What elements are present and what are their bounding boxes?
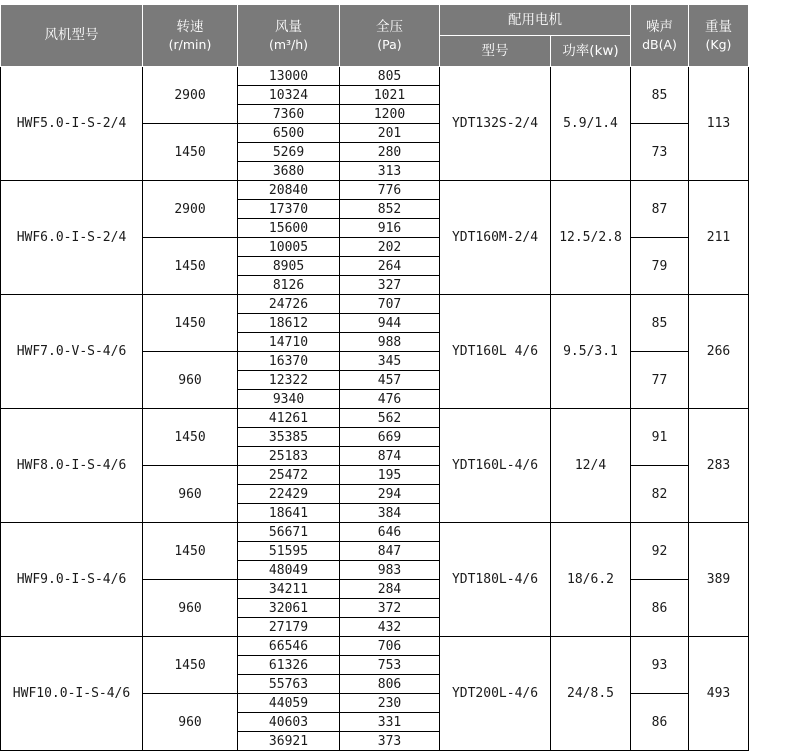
- motor-power-cell: 9.5/3.1: [551, 295, 631, 409]
- speed-cell: 2900: [143, 181, 238, 238]
- airflow-cell: 8905: [238, 257, 340, 276]
- pressure-cell: 476: [340, 390, 440, 409]
- airflow-cell: 44059: [238, 694, 340, 713]
- airflow-cell: 56671: [238, 523, 340, 542]
- noise-cell: 86: [631, 694, 689, 751]
- weight-cell: 389: [689, 523, 749, 637]
- speed-cell: 960: [143, 466, 238, 523]
- motor-model-cell: YDT200L-4/6: [440, 637, 551, 751]
- airflow-cell: 10324: [238, 86, 340, 105]
- model-cell: HWF10.0-I-S-4/6: [1, 637, 143, 751]
- airflow-cell: 8126: [238, 276, 340, 295]
- noise-cell: 93: [631, 637, 689, 694]
- pressure-cell: 230: [340, 694, 440, 713]
- header-motor-power: 功率(kw): [551, 36, 631, 67]
- model-cell: HWF7.0-V-S-4/6: [1, 295, 143, 409]
- header-noise: 噪声 dB(A): [631, 5, 689, 67]
- pressure-cell: 776: [340, 181, 440, 200]
- motor-model-cell: YDT160M-2/4: [440, 181, 551, 295]
- speed-cell: 1450: [143, 637, 238, 694]
- pressure-cell: 327: [340, 276, 440, 295]
- airflow-cell: 25472: [238, 466, 340, 485]
- header-airflow: 风量 (m³/h): [238, 5, 340, 67]
- header-model: 风机型号: [1, 5, 143, 67]
- airflow-cell: 41261: [238, 409, 340, 428]
- noise-cell: 77: [631, 352, 689, 409]
- model-cell: HWF9.0-I-S-4/6: [1, 523, 143, 637]
- airflow-cell: 36921: [238, 732, 340, 751]
- speed-cell: 1450: [143, 409, 238, 466]
- header-motor: 配用电机: [440, 5, 631, 36]
- weight-cell: 113: [689, 67, 749, 181]
- pressure-cell: 988: [340, 333, 440, 352]
- motor-model-cell: YDT160L 4/6: [440, 295, 551, 409]
- noise-cell: 79: [631, 238, 689, 295]
- table-row: [1, 295, 749, 314]
- weight-cell: 283: [689, 409, 749, 523]
- pressure-cell: 847: [340, 542, 440, 561]
- noise-cell: 85: [631, 295, 689, 352]
- motor-model-cell: YDT160L-4/6: [440, 409, 551, 523]
- speed-cell: 960: [143, 352, 238, 409]
- speed-cell: 1450: [143, 238, 238, 295]
- speed-cell: 1450: [143, 523, 238, 580]
- airflow-cell: 66546: [238, 637, 340, 656]
- noise-cell: 82: [631, 466, 689, 523]
- speed-cell: 960: [143, 694, 238, 751]
- motor-model-cell: YDT180L-4/6: [440, 523, 551, 637]
- pressure-cell: 264: [340, 257, 440, 276]
- pressure-cell: 284: [340, 580, 440, 599]
- airflow-cell: 13000: [238, 67, 340, 86]
- pressure-cell: 372: [340, 599, 440, 618]
- airflow-cell: 51595: [238, 542, 340, 561]
- airflow-cell: 34211: [238, 580, 340, 599]
- pressure-cell: 373: [340, 732, 440, 751]
- pressure-cell: 432: [340, 618, 440, 637]
- pressure-cell: 294: [340, 485, 440, 504]
- pressure-cell: 944: [340, 314, 440, 333]
- pressure-cell: 202: [340, 238, 440, 257]
- airflow-cell: 27179: [238, 618, 340, 637]
- pressure-cell: 280: [340, 143, 440, 162]
- header-speed: 转速 (r/min): [143, 5, 238, 67]
- pressure-cell: 1021: [340, 86, 440, 105]
- motor-power-cell: 12.5/2.8: [551, 181, 631, 295]
- airflow-cell: 24726: [238, 295, 340, 314]
- airflow-cell: 20840: [238, 181, 340, 200]
- motor-power-cell: 5.9/1.4: [551, 67, 631, 181]
- airflow-cell: 48049: [238, 561, 340, 580]
- pressure-cell: 646: [340, 523, 440, 542]
- airflow-cell: 35385: [238, 428, 340, 447]
- airflow-cell: 10005: [238, 238, 340, 257]
- pressure-cell: 707: [340, 295, 440, 314]
- airflow-cell: 9340: [238, 390, 340, 409]
- airflow-cell: 22429: [238, 485, 340, 504]
- pressure-cell: 806: [340, 675, 440, 694]
- motor-power-cell: 18/6.2: [551, 523, 631, 637]
- table-row: [1, 523, 749, 542]
- noise-cell: 73: [631, 124, 689, 181]
- pressure-cell: 562: [340, 409, 440, 428]
- pressure-cell: 201: [340, 124, 440, 143]
- airflow-cell: 5269: [238, 143, 340, 162]
- table-row: [1, 181, 749, 200]
- pressure-cell: 852: [340, 200, 440, 219]
- table-body: [1, 67, 749, 751]
- airflow-cell: 55763: [238, 675, 340, 694]
- pressure-cell: 345: [340, 352, 440, 371]
- noise-cell: 92: [631, 523, 689, 580]
- speed-cell: 1450: [143, 295, 238, 352]
- airflow-cell: 3680: [238, 162, 340, 181]
- table-row: [1, 67, 749, 86]
- pressure-cell: 457: [340, 371, 440, 390]
- pressure-cell: 983: [340, 561, 440, 580]
- model-cell: HWF8.0-I-S-4/6: [1, 409, 143, 523]
- speed-cell: 1450: [143, 124, 238, 181]
- airflow-cell: 16370: [238, 352, 340, 371]
- speed-cell: 2900: [143, 67, 238, 124]
- model-cell: HWF6.0-I-S-2/4: [1, 181, 143, 295]
- pressure-cell: 313: [340, 162, 440, 181]
- airflow-cell: 6500: [238, 124, 340, 143]
- table-header: [1, 5, 749, 67]
- motor-power-cell: 12/4: [551, 409, 631, 523]
- motor-model-cell: YDT132S-2/4: [440, 67, 551, 181]
- airflow-cell: 18641: [238, 504, 340, 523]
- pressure-cell: 331: [340, 713, 440, 732]
- header-weight: 重量 (Kg): [689, 5, 749, 67]
- weight-cell: 211: [689, 181, 749, 295]
- weight-cell: 266: [689, 295, 749, 409]
- table-row: [1, 637, 749, 656]
- noise-cell: 85: [631, 67, 689, 124]
- header-motor-model: 型号: [440, 36, 551, 67]
- airflow-cell: 25183: [238, 447, 340, 466]
- speed-cell: 960: [143, 580, 238, 637]
- pressure-cell: 195: [340, 466, 440, 485]
- airflow-cell: 7360: [238, 105, 340, 124]
- airflow-cell: 12322: [238, 371, 340, 390]
- weight-cell: 493: [689, 637, 749, 751]
- pressure-cell: 753: [340, 656, 440, 675]
- airflow-cell: 14710: [238, 333, 340, 352]
- noise-cell: 91: [631, 409, 689, 466]
- model-cell: HWF5.0-I-S-2/4: [1, 67, 143, 181]
- pressure-cell: 1200: [340, 105, 440, 124]
- airflow-cell: 61326: [238, 656, 340, 675]
- airflow-cell: 15600: [238, 219, 340, 238]
- pressure-cell: 669: [340, 428, 440, 447]
- fan-spec-table: [0, 4, 749, 751]
- airflow-cell: 32061: [238, 599, 340, 618]
- airflow-cell: 18612: [238, 314, 340, 333]
- header-pressure: 全压 (Pa): [340, 5, 440, 67]
- pressure-cell: 874: [340, 447, 440, 466]
- pressure-cell: 706: [340, 637, 440, 656]
- noise-cell: 86: [631, 580, 689, 637]
- noise-cell: 87: [631, 181, 689, 238]
- airflow-cell: 17370: [238, 200, 340, 219]
- airflow-cell: 40603: [238, 713, 340, 732]
- pressure-cell: 805: [340, 67, 440, 86]
- pressure-cell: 384: [340, 504, 440, 523]
- motor-power-cell: 24/8.5: [551, 637, 631, 751]
- table-row: [1, 409, 749, 428]
- pressure-cell: 916: [340, 219, 440, 238]
